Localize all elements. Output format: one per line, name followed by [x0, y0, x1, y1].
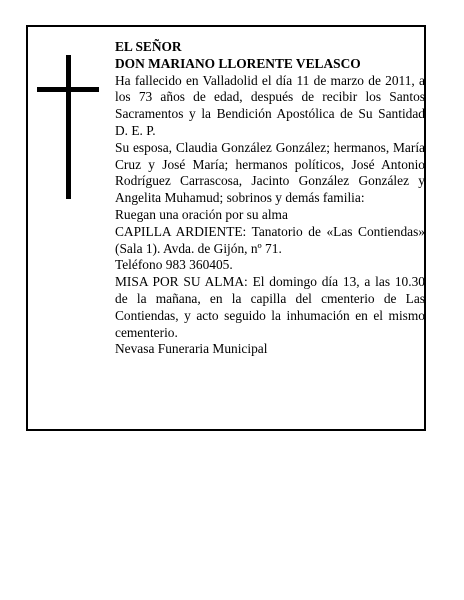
deceased-name: DON MARIANO LLORENTE VELASCO [115, 55, 361, 71]
cross-vertical-bar [66, 55, 71, 199]
funeral-home: Nevasa Funeraria Municipal [115, 341, 268, 357]
notice-body [115, 39, 425, 358]
mass-info: MISA POR SU ALMA: El domingo día 13, a las 10.30 de la mañana, en la capilla del cmenterio de Las Contiendas, y acto seguido la inhumación en el mismo cementerio. [115, 274, 425, 340]
phone-number: Teléfono 983 360405. [115, 257, 233, 273]
death-announcement: Ha fallecido en Valladolid el día 11 de marzo de 2011, a los 73 años de edad, después de recibir los Santos Sacramentos y la Bendición Apostólica de Su Santidad D. E. P. [115, 72, 425, 138]
family-list: Su esposa, Claudia González González; hermanos, María Cruz y José María; hermanos políticos, José Antonio Rodríguez Carrascosa, Jacinto González González y Angelita Muhamud; sobrinos y demás familia: [115, 139, 425, 206]
prayer-request: Ruegan una oración por su alma [115, 206, 288, 222]
chapel-info: CAPILLA ARDIENTE: Tanatorio de «Las Contiendas» (Sala 1). Avda. de Gijón, nº 71. [115, 223, 425, 256]
cross-icon [37, 55, 99, 199]
obituary-notice [26, 25, 426, 431]
notice-title-line1: EL SEÑOR [115, 39, 182, 54]
cross-horizontal-bar [37, 87, 99, 92]
